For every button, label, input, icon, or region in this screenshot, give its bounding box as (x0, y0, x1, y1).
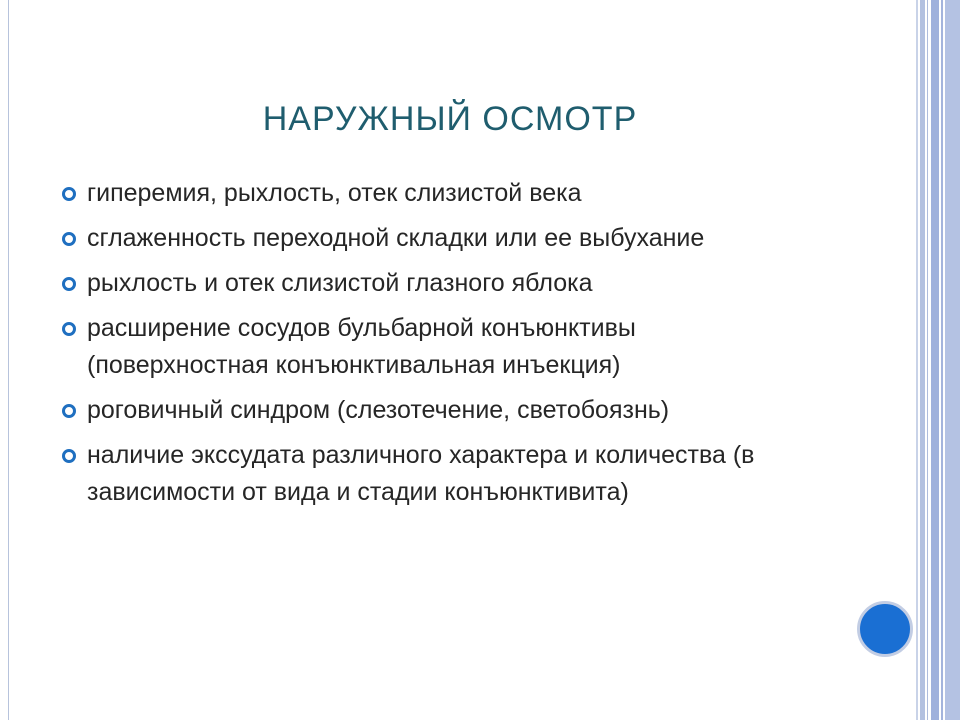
bullet-item (60, 265, 820, 302)
bullet-text: сглаженность переходной складки или ее выбухание (87, 224, 705, 252)
right-stripe (931, 0, 939, 720)
right-stripe (945, 0, 960, 720)
blue-circle-icon (857, 601, 913, 657)
right-stripe (941, 0, 943, 720)
circle-outline-icon (62, 277, 76, 291)
circle-outline-icon (62, 187, 76, 201)
circle-outline-icon (62, 449, 76, 463)
bullet-text: роговичный синдром (слезотечение, светобоязнь) (87, 396, 670, 424)
bullet-item (60, 310, 820, 384)
slide-title: НАРУЖНЫЙ ОСМОТР (262, 100, 638, 138)
bullet-text: гиперемия, рыхлость, отек слизистой века (87, 179, 582, 207)
bullet-text: наличие экссудата различного характера и количества (в зависимости от вида и стадии конъюнктивита) (87, 441, 755, 506)
circle-outline-icon (62, 322, 76, 336)
circle-outline-icon (62, 232, 76, 246)
bullet-item (60, 175, 820, 212)
circle-outline-icon (62, 404, 76, 418)
bullet-text: рыхлость и отек слизистой глазного яблока (87, 269, 593, 297)
right-stripe (916, 0, 918, 720)
right-stripe (927, 0, 928, 720)
bullet-list (60, 175, 820, 519)
right-stripe (920, 0, 925, 720)
bullet-item (60, 392, 820, 429)
bullet-item (60, 437, 820, 511)
bullet-item (60, 220, 820, 257)
bullet-text: расширение сосудов бульбарной конъюнктивы (поверхностная конъюнктивальная инъекция) (87, 314, 636, 379)
